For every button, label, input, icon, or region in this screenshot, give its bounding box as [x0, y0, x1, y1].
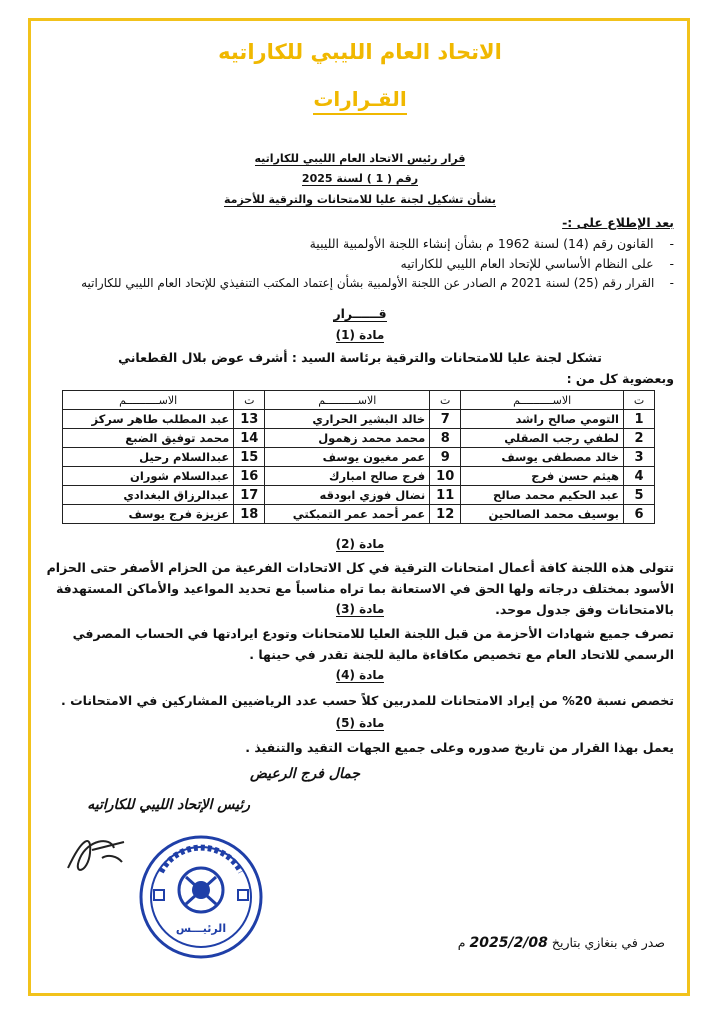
- table-row: [63, 429, 655, 448]
- membership-label: وبعضوية كل من :: [566, 371, 674, 386]
- member-name: عبدالسلام شوران: [63, 467, 234, 486]
- preamble-item: - القانون رقم (14) لسنة 1962 م بشأن إنشاء اللجنة الأولمبية الليبية: [309, 236, 674, 251]
- resolves-heading: قــــــرار: [333, 306, 387, 321]
- member-name: نضال فوزي ابودقه: [265, 486, 430, 505]
- article-2-label: مادة (2): [335, 537, 385, 551]
- member-name: عبدالسلام رحيل: [63, 448, 234, 467]
- col-header-num: ت: [430, 391, 461, 410]
- member-number: 12: [430, 505, 461, 524]
- article-4-label: مادة (4): [335, 668, 385, 682]
- members-table: [62, 390, 655, 524]
- member-name: عبدالرزاق البغدادي: [63, 486, 234, 505]
- preamble-heading: بعد الإطلاع على :-: [562, 215, 674, 230]
- member-name: خالد البشير الحراري: [265, 410, 430, 429]
- table-header-row: [63, 391, 655, 410]
- member-number: 7: [430, 410, 461, 429]
- member-number: 15: [234, 448, 265, 467]
- article-3-label: مادة (3): [335, 602, 385, 616]
- table-row: [63, 410, 655, 429]
- col-header-name: الاســــــــــم: [461, 391, 624, 410]
- col-header-name: الاســــــــــم: [63, 391, 234, 410]
- member-number: 13: [234, 410, 265, 429]
- decision-subject: بشأن تشكيل لجنة عليا للامتحانات والترقية للأحزمة: [223, 193, 497, 206]
- issue-line: [458, 935, 665, 951]
- member-name: عبد الحكيم محمد صالح: [461, 486, 624, 505]
- member-number: 1: [624, 410, 655, 429]
- member-name: محمد توفيق الضبع: [63, 429, 234, 448]
- col-header-name: الاســــــــــم: [265, 391, 430, 410]
- member-name: التومي صالح راشد: [461, 410, 624, 429]
- article-5-text: يعمل بهذا القرار من تاريخ صدوره وعلى جميع الجهات التقيد والتنفيذ .: [245, 740, 674, 755]
- member-number: 16: [234, 467, 265, 486]
- member-name: عبد المطلب طاهر سركز: [63, 410, 234, 429]
- member-name: فرج صالح امبارك: [265, 467, 430, 486]
- article-5-label: مادة (5): [335, 716, 385, 730]
- member-number: 9: [430, 448, 461, 467]
- article-1-text: تشكل لجنة عليا للامتحانات والترقية برئاسة السيد : أشرف عوض بلال القطعاني: [118, 350, 602, 365]
- member-number: 18: [234, 505, 265, 524]
- table-row: [63, 448, 655, 467]
- member-name: عمر أحمد عمر التمبكتي: [265, 505, 430, 524]
- signatory-title: رئيس الإتحاد الليبي للكاراتيه: [87, 797, 250, 813]
- member-name: لطفي رجب الصقلي: [461, 429, 624, 448]
- section-title: القـرارات: [0, 87, 720, 111]
- member-number: 2: [624, 429, 655, 448]
- article-1-label: مادة (1): [335, 328, 385, 342]
- member-number: 8: [430, 429, 461, 448]
- handwritten-signature: [62, 828, 132, 878]
- issue-place: صدر في بنغازي بتاريخ: [551, 935, 665, 950]
- col-header-num: ت: [234, 391, 265, 410]
- official-stamp: [136, 832, 266, 962]
- member-number: 5: [624, 486, 655, 505]
- preamble-item: - على النظام الأساسي للإتحاد العام الليبي للكاراتيه: [400, 256, 674, 271]
- member-name: خالد مصطفى يوسف: [461, 448, 624, 467]
- signatory-name: جمال فرج الرعيض: [250, 766, 360, 782]
- issue-date: 2025/2/08: [469, 935, 548, 951]
- member-number: 6: [624, 505, 655, 524]
- org-title: الاتحاد العام الليبي للكاراتيه: [218, 40, 502, 64]
- member-name: بوسيف محمد الصالحين: [461, 505, 624, 524]
- table-row: [63, 486, 655, 505]
- member-number: 3: [624, 448, 655, 467]
- member-number: 14: [234, 429, 265, 448]
- table-row: [63, 467, 655, 486]
- article-2-text: تتولى هذه اللجنة كافة أعمال امتحانات الترقية في كل الاتحادات الفرعية من الحزام الأصفر حتى الحزام الأسود بمختلف درجاته ولها الحق في الاستعانة بما تراه مناسباً مع تحديد المواعيد والأماكن المستهدفة بالامتحانات وفق جدول موحد.: [46, 560, 674, 617]
- member-name: عزيزة فرج يوسف: [63, 505, 234, 524]
- stamp-text: الرئيـــس: [175, 922, 227, 935]
- member-name: محمد محمد زهمول: [265, 429, 430, 448]
- member-number: 11: [430, 486, 461, 505]
- member-name: هيثم حسن فرج: [461, 467, 624, 486]
- decision-number: رقم ( 1 ) لسنة 2025: [301, 172, 419, 185]
- member-number: 17: [234, 486, 265, 505]
- member-name: عمر مغيون يوسف: [265, 448, 430, 467]
- member-number: 10: [430, 467, 461, 486]
- decision-issuer: قرار رئيس الاتحاد العام الليبي للكاراتيه: [254, 152, 466, 165]
- article-3-text: تصرف جميع شهادات الأحزمة من قبل اللجنة العليا للامتحانات وتودع ايرادتها في الحساب المصرفي الرسمي للاتحاد العام مع تخصيص مكافاءة مالية للجنة تقدر في حينها .: [72, 626, 674, 662]
- member-number: 4: [624, 467, 655, 486]
- table-row: [63, 505, 655, 524]
- col-header-num: ت: [624, 391, 655, 410]
- preamble-item: - القرار رقم (25) لسنة 2021 م الصادر عن اللجنة الأولمبية بشأن إعتماد المكتب التنفيذي للإتحاد العام الليبي للكاراتيه: [81, 276, 674, 290]
- article-4-text: تخصص نسبة 20% من إيراد الامتحانات للمدربين كلاً حسب عدد الرياضيين المشاركين في الامتحانات .: [60, 693, 674, 708]
- issue-suffix: م: [457, 935, 466, 950]
